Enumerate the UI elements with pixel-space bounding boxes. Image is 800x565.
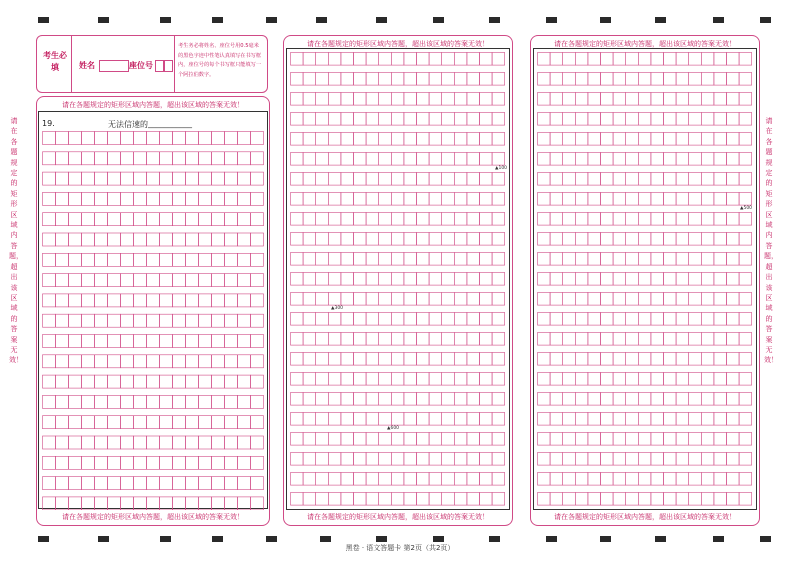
grid-row[interactable] — [43, 192, 264, 205]
grid-row[interactable] — [43, 213, 264, 226]
grid-row[interactable] — [291, 193, 505, 206]
grid-row[interactable] — [43, 253, 264, 266]
seat-field-2[interactable] — [164, 60, 173, 72]
timing-mark-top-8 — [433, 17, 444, 23]
grid-row[interactable] — [291, 273, 505, 286]
grid-row[interactable] — [538, 453, 752, 466]
left-bottom-warning: 请在各题规定的矩形区域内答题，超出该区域的答案无效！ — [62, 513, 244, 521]
right-bottom-warning: 请在各题规定的矩形区域内答题，超出该区域的答案无效！ — [554, 513, 736, 521]
grid-row[interactable] — [538, 213, 752, 226]
right-top-warning: 请在各题规定的矩形区域内答题，超出该区域的答案无效！ — [554, 40, 736, 48]
timing-mark-top-3 — [160, 17, 171, 23]
grid-row[interactable] — [291, 93, 505, 106]
grid-row[interactable] — [43, 375, 264, 388]
timing-mark-top-13 — [713, 17, 724, 23]
marker-300: ▲300 — [331, 306, 344, 311]
timing-mark-top-7 — [376, 17, 387, 23]
question-prompt: 无法信速的 — [108, 120, 148, 129]
grid-row[interactable] — [291, 133, 505, 146]
grid-row[interactable] — [291, 393, 505, 406]
grid-row[interactable] — [538, 493, 752, 506]
candidate-info-box — [36, 35, 268, 93]
grid-row[interactable] — [291, 153, 505, 166]
grid-row[interactable] — [291, 253, 505, 266]
timing-mark-top-6 — [316, 17, 327, 23]
grid-row[interactable] — [43, 436, 264, 449]
timing-mark-bottom-2 — [98, 536, 109, 542]
grid-row[interactable] — [538, 273, 752, 286]
timing-mark-bottom-6 — [320, 536, 331, 542]
grid-row[interactable] — [538, 233, 752, 246]
timing-mark-top-10 — [546, 17, 557, 23]
grid-row[interactable] — [43, 152, 264, 165]
grid-row[interactable] — [538, 473, 752, 486]
grid-row[interactable] — [538, 173, 752, 186]
grid-row[interactable] — [43, 314, 264, 327]
timing-mark-bottom-12 — [655, 536, 666, 542]
timing-mark-bottom-14 — [760, 536, 771, 542]
grid-row[interactable] — [43, 355, 264, 368]
grid-row[interactable] — [538, 133, 752, 146]
grid-row[interactable] — [538, 53, 752, 66]
timing-mark-bottom-4 — [212, 536, 223, 542]
timing-mark-bottom-7 — [376, 536, 387, 542]
timing-mark-bottom-3 — [160, 536, 171, 542]
name-field[interactable] — [99, 60, 129, 72]
grid-row[interactable] — [538, 373, 752, 386]
timing-mark-top-2 — [98, 17, 109, 23]
grid-row[interactable] — [43, 456, 264, 469]
grid-row[interactable] — [291, 493, 505, 506]
grid-row[interactable] — [291, 413, 505, 426]
grid-row[interactable] — [291, 73, 505, 86]
grid-row[interactable] — [291, 293, 505, 306]
middle-bottom-warning: 请在各题规定的矩形区域内答题，超出该区域的答案无效！ — [307, 513, 489, 521]
right-side-warning: 请在各题规定的矩形区域内答题，超出该区域的答案无效！ — [764, 117, 778, 365]
name-label: 姓名 — [79, 61, 95, 70]
grid-row[interactable] — [291, 473, 505, 486]
seat-label: 座位号 — [129, 61, 153, 70]
grid-row[interactable] — [291, 453, 505, 466]
page-footer: 黑卷 · 语文答题卡 第2页（共2页） — [345, 544, 455, 552]
grid-row[interactable] — [43, 172, 264, 185]
timing-mark-top-14 — [760, 17, 771, 23]
grid-row[interactable] — [43, 416, 264, 429]
timing-mark-bottom-11 — [600, 536, 611, 542]
grid-row[interactable] — [291, 113, 505, 126]
grid-row[interactable] — [538, 93, 752, 106]
grid-row[interactable] — [538, 193, 752, 206]
timing-mark-bottom-8 — [433, 536, 444, 542]
grid-row[interactable] — [538, 73, 752, 86]
timing-mark-top-4 — [212, 17, 223, 23]
grid-row[interactable] — [538, 313, 752, 326]
candidate-required-label: 考生必填 — [43, 51, 67, 72]
grid-row[interactable] — [538, 413, 752, 426]
left-side-warning: 请在各题规定的矩形区域内答题，超出该区域的答案无效！ — [9, 117, 23, 365]
grid-row[interactable] — [291, 373, 505, 386]
grid-row[interactable] — [43, 477, 264, 490]
grid-row[interactable] — [291, 53, 505, 66]
marker-600: ▲600 — [387, 426, 400, 431]
middle-answer-grid[interactable] — [290, 52, 508, 506]
grid-row[interactable] — [43, 132, 264, 145]
grid-row[interactable] — [291, 213, 505, 226]
timing-mark-top-5 — [266, 17, 277, 23]
grid-row[interactable] — [43, 274, 264, 287]
timing-mark-bottom-5 — [266, 536, 277, 542]
grid-row[interactable] — [291, 313, 505, 326]
timing-mark-top-11 — [600, 17, 611, 23]
timing-mark-top-1 — [38, 17, 49, 23]
timing-mark-bottom-9 — [489, 536, 500, 542]
timing-mark-top-12 — [655, 17, 666, 23]
question-blank: ___________ — [148, 119, 192, 128]
grid-row[interactable] — [291, 173, 505, 186]
instructions-text: 考生务必将姓名、座位号用0.5毫米的黑色字迹中性笔认真填写在书写框内，座位号的每个书写框只能填写一个阿拉伯数字。 — [178, 43, 262, 78]
grid-row[interactable] — [538, 293, 752, 306]
timing-mark-bottom-10 — [546, 536, 557, 542]
grid-row[interactable] — [43, 294, 264, 307]
grid-row[interactable] — [538, 113, 752, 126]
timing-mark-bottom-1 — [38, 536, 49, 542]
left-top-warning: 请在各题规定的矩形区域内答题，超出该区域的答案无效！ — [62, 101, 244, 109]
grid-row[interactable] — [43, 497, 264, 510]
grid-row[interactable] — [538, 253, 752, 266]
grid-row[interactable] — [291, 353, 505, 366]
right-answer-grid[interactable] — [537, 52, 752, 506]
marker-500: ▲500 — [740, 206, 753, 211]
marker-100: ▲100 — [495, 166, 508, 171]
grid-row[interactable] — [291, 333, 505, 346]
grid-row[interactable] — [538, 433, 752, 446]
seat-field-1[interactable] — [155, 60, 164, 72]
grid-row[interactable] — [291, 433, 505, 446]
question-number: 19. — [42, 119, 55, 128]
grid-row[interactable] — [43, 233, 264, 246]
grid-row[interactable] — [43, 395, 264, 408]
grid-row[interactable] — [538, 333, 752, 346]
grid-row[interactable] — [538, 393, 752, 406]
timing-mark-top-9 — [489, 17, 500, 23]
grid-row[interactable] — [291, 233, 505, 246]
grid-row[interactable] — [538, 153, 752, 166]
grid-row[interactable] — [43, 335, 264, 348]
timing-mark-bottom-13 — [713, 536, 724, 542]
left-answer-grid[interactable] — [42, 131, 264, 510]
grid-row[interactable] — [538, 353, 752, 366]
middle-top-warning: 请在各题规定的矩形区域内答题，超出该区域的答案无效！ — [307, 40, 489, 48]
